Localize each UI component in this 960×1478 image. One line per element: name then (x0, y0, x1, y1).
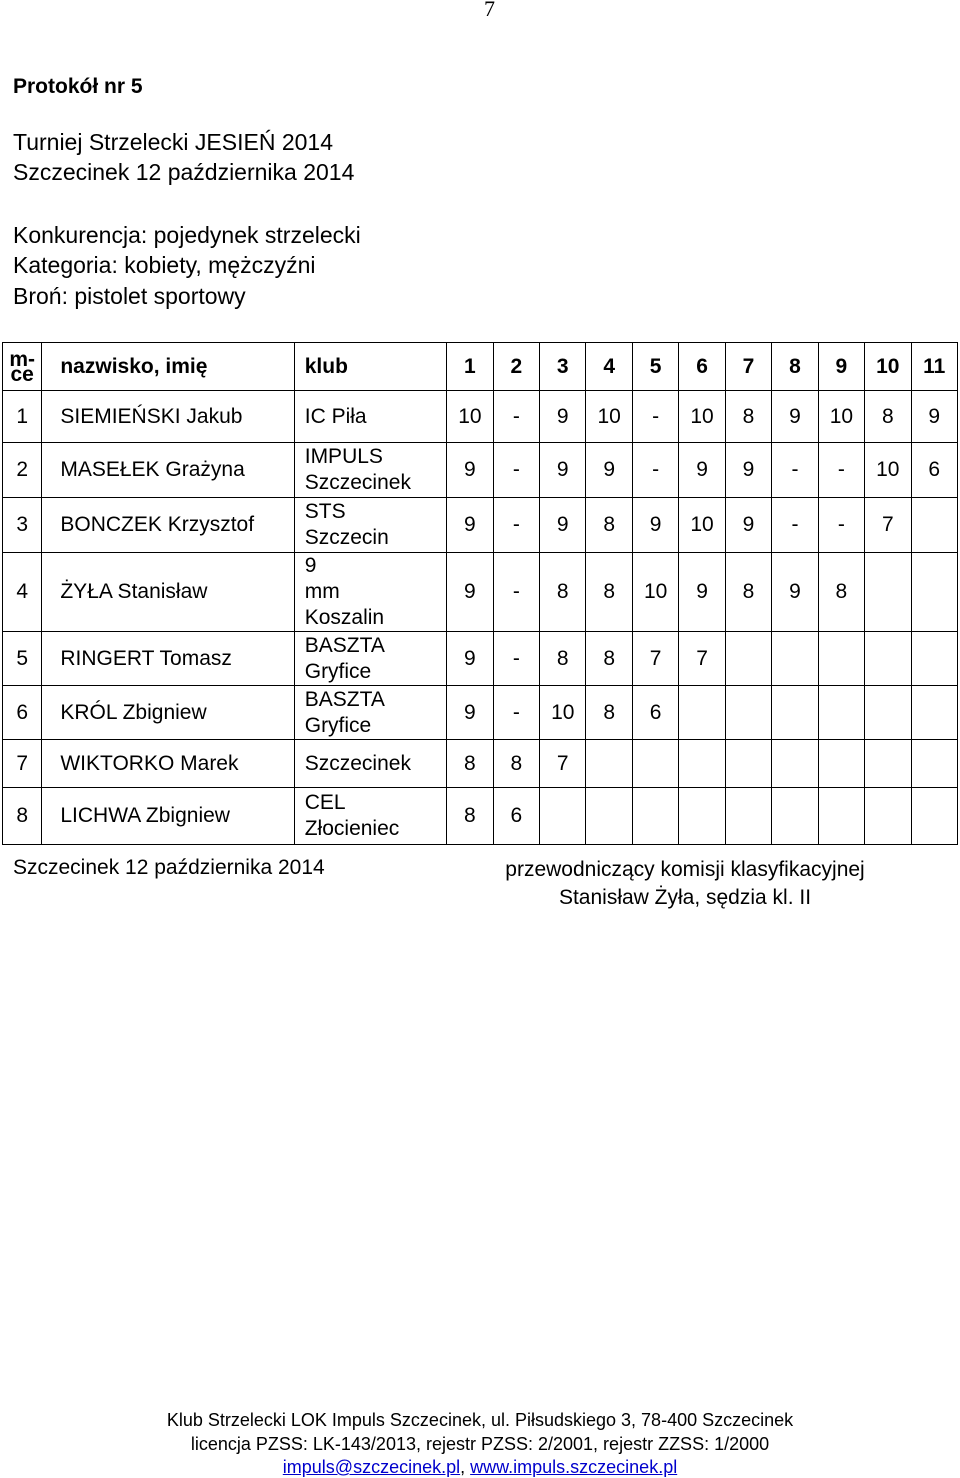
header-name: nazwisko, imię (42, 343, 294, 391)
row-score: - (493, 391, 539, 443)
row-score: 9 (540, 498, 586, 553)
row-score (772, 632, 818, 686)
club-contact (0, 1457, 960, 1478)
table-row (3, 788, 958, 845)
row-name: RINGERT Tomasz (42, 632, 294, 686)
club-license: licencja PZSS: LK-143/2013, rejestr PZSS: 2/2001, rejestr ZZSS: 1/2000 (190, 1434, 770, 1454)
header-round: 3 (540, 343, 586, 391)
row-score: 10 (865, 443, 911, 498)
row-score: 8 (447, 740, 493, 788)
row-score (772, 788, 818, 845)
row-score (725, 632, 771, 686)
row-score (679, 686, 725, 740)
row-score: 6 (493, 788, 539, 845)
row-club: BASZTA Gryfice (294, 686, 446, 740)
table-row (3, 686, 958, 740)
row-name: WIKTORKO Marek (42, 740, 294, 788)
row-name: SIEMIEŃSKI Jakub (42, 391, 294, 443)
row-score: - (493, 498, 539, 553)
header-club: klub (294, 343, 446, 391)
table-row (3, 740, 958, 788)
row-score: 10 (818, 391, 864, 443)
row-score (725, 686, 771, 740)
row-score: 7 (679, 632, 725, 686)
row-score (632, 740, 678, 788)
row-score: - (493, 686, 539, 740)
row-score: 9 (725, 498, 771, 553)
row-score: - (493, 553, 539, 632)
row-score (818, 740, 864, 788)
row-club: Szczecinek (294, 740, 446, 788)
row-score: 7 (632, 632, 678, 686)
row-score: 9 (447, 686, 493, 740)
row-score: 8 (725, 553, 771, 632)
header-round: 2 (493, 343, 539, 391)
results-table (2, 342, 958, 845)
row-score: 8 (865, 391, 911, 443)
row-score: 10 (586, 391, 632, 443)
row-score (865, 632, 911, 686)
header-round: 8 (772, 343, 818, 391)
row-name: KRÓL Zbigniew (42, 686, 294, 740)
row-score: - (772, 498, 818, 553)
row-score: 9 (586, 443, 632, 498)
row-score: 8 (493, 740, 539, 788)
row-club: IC Piła (294, 391, 446, 443)
row-club: BASZTA Gryfice (294, 632, 446, 686)
row-score: 9 (540, 391, 586, 443)
row-score (911, 553, 957, 632)
row-club: 9 mm Koszalin (294, 553, 446, 632)
table-row (3, 391, 958, 443)
row-score: 8 (540, 632, 586, 686)
signer-role: przewodniczący komisji klasyfikacyjnej (505, 858, 865, 881)
row-score: 9 (447, 632, 493, 686)
row-score: 9 (725, 443, 771, 498)
row-score: 10 (632, 553, 678, 632)
row-place: 6 (3, 686, 42, 740)
email-link[interactable]: impuls@szczecinek.pl (282, 1457, 461, 1477)
row-score (632, 788, 678, 845)
row-score: 9 (911, 391, 957, 443)
table-row (3, 553, 958, 632)
row-place: 3 (3, 498, 42, 553)
table-row (3, 443, 958, 498)
row-score: 9 (632, 498, 678, 553)
tournament-date: Szczecinek 12 października 2014 (13, 159, 355, 185)
table-row (3, 632, 958, 686)
row-score: 7 (540, 740, 586, 788)
page-number: 7 (484, 0, 495, 21)
row-place: 5 (3, 632, 42, 686)
header-round: 10 (865, 343, 911, 391)
signer-name: Stanisław Żyła, sędzia kl. II (558, 886, 812, 909)
row-score: 8 (540, 553, 586, 632)
row-score (725, 740, 771, 788)
row-score: 10 (540, 686, 586, 740)
contact-separator: , (460, 1457, 466, 1477)
header-round: 1 (447, 343, 493, 391)
weapon: Broń: pistolet sportowy (13, 283, 246, 309)
row-score (818, 686, 864, 740)
row-name: ŻYŁA Stanisław (42, 553, 294, 632)
row-place: 1 (3, 391, 42, 443)
row-name: MASEŁEK Grażyna (42, 443, 294, 498)
row-score: 6 (911, 443, 957, 498)
row-score (865, 788, 911, 845)
row-score: 9 (679, 553, 725, 632)
row-place: 7 (3, 740, 42, 788)
row-place: 4 (3, 553, 42, 632)
row-place: 2 (3, 443, 42, 498)
row-score: 9 (540, 443, 586, 498)
row-score: 8 (586, 686, 632, 740)
row-score (586, 740, 632, 788)
row-score (911, 686, 957, 740)
row-score (911, 498, 957, 553)
row-score (772, 740, 818, 788)
row-club: CEL Złocieniec (294, 788, 446, 845)
website-link[interactable]: www.impuls.szczecinek.pl (470, 1457, 678, 1477)
row-score (818, 632, 864, 686)
row-score: - (818, 498, 864, 553)
row-score: 8 (725, 391, 771, 443)
row-name: BONCZEK Krzysztof (42, 498, 294, 553)
header-place: m- ce (3, 343, 42, 391)
row-score (865, 740, 911, 788)
row-score (818, 788, 864, 845)
header-round: 11 (911, 343, 957, 391)
header-round: 9 (818, 343, 864, 391)
row-score: 9 (447, 553, 493, 632)
row-score: 8 (818, 553, 864, 632)
row-score (679, 740, 725, 788)
row-name: LICHWA Zbigniew (42, 788, 294, 845)
header-round: 6 (679, 343, 725, 391)
header-round: 7 (725, 343, 771, 391)
table-header (3, 343, 958, 391)
row-score: 10 (447, 391, 493, 443)
row-score (865, 553, 911, 632)
row-score: 8 (586, 632, 632, 686)
row-score: 8 (447, 788, 493, 845)
protocol-title: Protokół nr 5 (13, 75, 143, 98)
row-score: 8 (586, 498, 632, 553)
row-score: 7 (865, 498, 911, 553)
row-club: STS Szczecin (294, 498, 446, 553)
row-score: 9 (772, 553, 818, 632)
row-score (911, 740, 957, 788)
row-score: 6 (632, 686, 678, 740)
row-score: 10 (679, 391, 725, 443)
row-score: 9 (679, 443, 725, 498)
row-score (679, 788, 725, 845)
row-score (865, 686, 911, 740)
row-score: 9 (447, 443, 493, 498)
row-score (772, 686, 818, 740)
club-address: Klub Strzelecki LOK Impuls Szczecinek, ul. Piłsudskiego 3, 78-400 Szczecinek (166, 1410, 794, 1430)
row-score (911, 788, 957, 845)
row-score: - (772, 443, 818, 498)
row-score: 9 (447, 498, 493, 553)
row-score: - (493, 632, 539, 686)
row-score: 10 (679, 498, 725, 553)
row-score: 9 (772, 391, 818, 443)
tournament-name: Turniej Strzelecki JESIEŃ 2014 (13, 129, 334, 155)
row-score: - (632, 391, 678, 443)
row-club: IMPULS Szczecinek (294, 443, 446, 498)
row-score (725, 788, 771, 845)
table-row (3, 498, 958, 553)
row-score: - (818, 443, 864, 498)
competition: Konkurencja: pojedynek strzelecki (13, 222, 361, 248)
category: Kategoria: kobiety, mężczyźni (13, 252, 316, 278)
row-score: 8 (586, 553, 632, 632)
signature-block (470, 856, 900, 912)
header-round: 4 (586, 343, 632, 391)
header-round: 5 (632, 343, 678, 391)
row-score (586, 788, 632, 845)
footer-place-date: Szczecinek 12 października 2014 (13, 856, 325, 879)
row-score (540, 788, 586, 845)
row-score (911, 632, 957, 686)
row-score: - (632, 443, 678, 498)
row-score: - (493, 443, 539, 498)
row-place: 8 (3, 788, 42, 845)
